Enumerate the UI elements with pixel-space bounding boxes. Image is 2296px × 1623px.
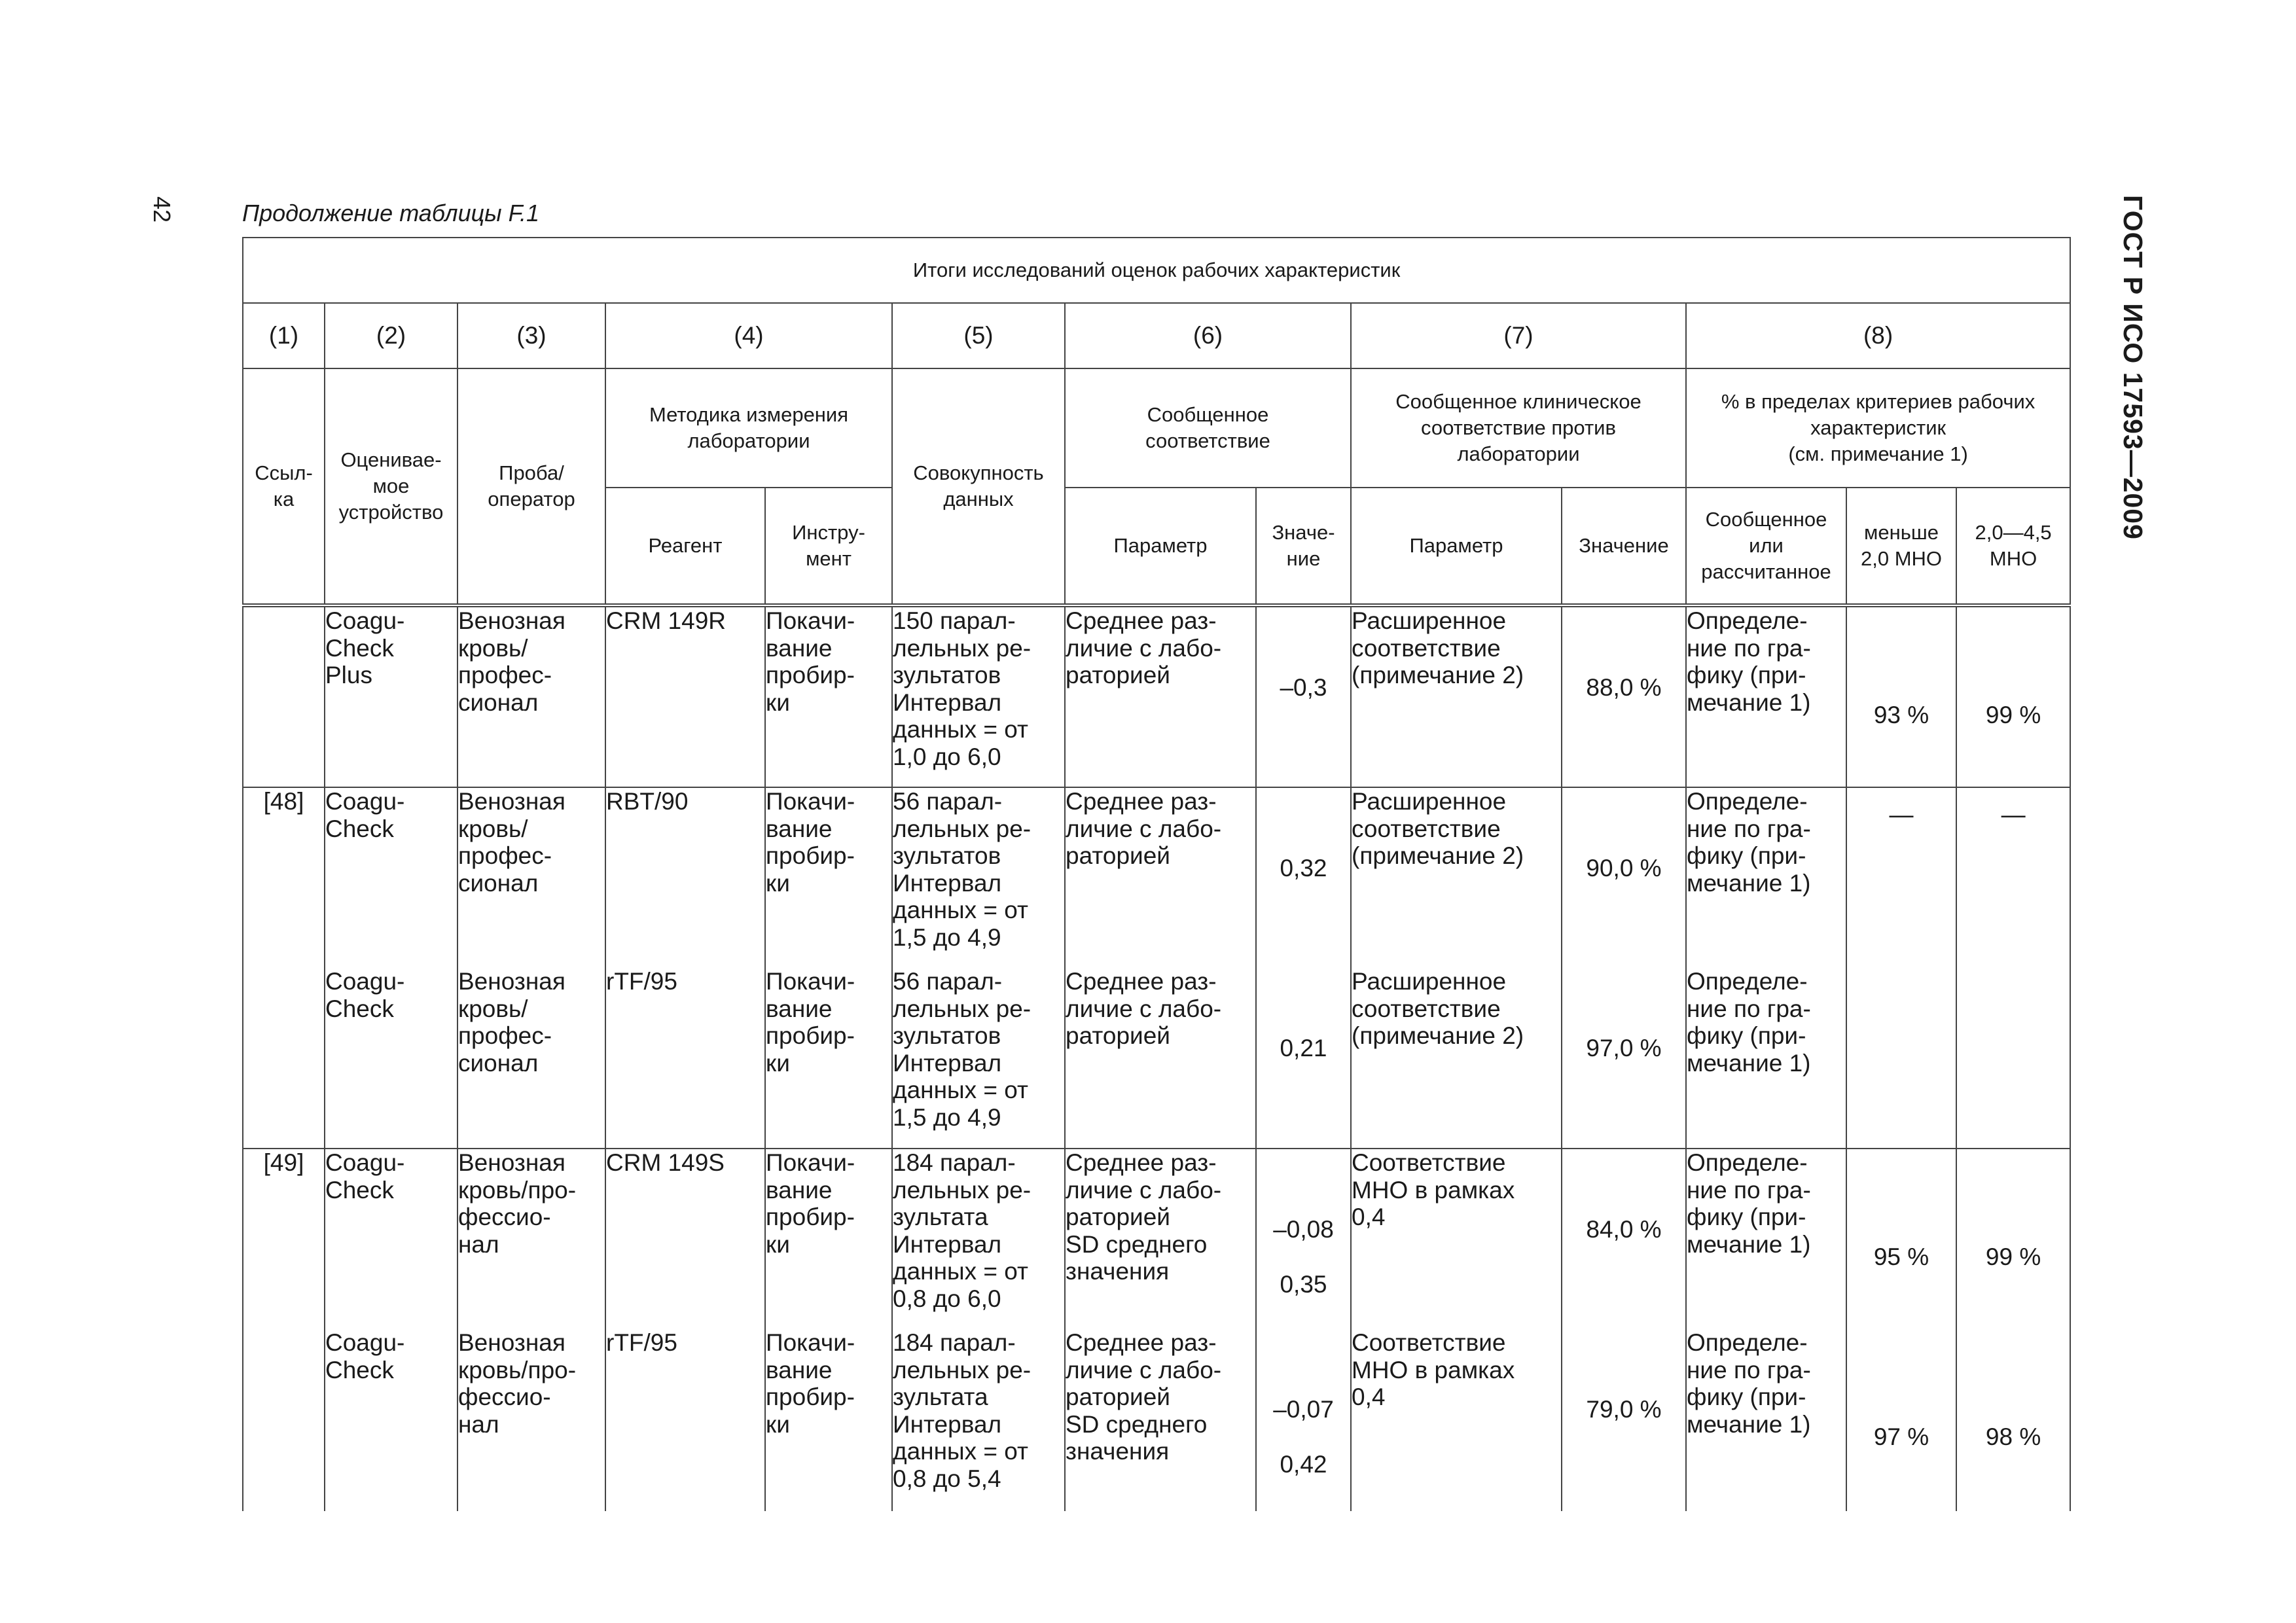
col-number: (5) [892,303,1065,368]
header-reagent: Реагент [605,488,765,605]
cell-clin-value [1562,1149,1686,1329]
col-number: (1) [243,303,325,368]
col-number: (7) [1351,303,1686,368]
header-ref: Ссыл- ка [243,368,325,605]
header-calc: Сообщенное или рассчитанное [1686,488,1846,605]
header-reported: Сообщенное соответствие [1065,368,1351,488]
col-number: (4) [605,303,892,368]
cell-device: Coagu- Check [325,787,457,968]
clin-value: 88,0 % [1586,674,1662,701]
cell-data: 56 парал- лельных ре- зультатов Интервал данных = от 1,5 до 4,9 [892,787,1065,968]
cell-calc: Определе- ние по гра- фику (при- мечание 1) [1686,1149,1846,1329]
cell-param: Среднее раз- личие с лабо- раторией [1065,605,1256,787]
cell-clin-value [1562,1329,1686,1511]
header-value: Значение [1562,488,1686,605]
cell-reagent: CRM 149S [605,1149,765,1329]
cell-sample: Венозная кровь/ профес- сионал [457,605,605,787]
cell-clin-value [1562,605,1686,787]
clin-value: 84,0 % [1586,1216,1662,1243]
header-sample: Проба/ оператор [457,368,605,605]
cell-instrument: Покачи- вание пробир- ки [765,787,892,968]
cell-value [1256,1329,1351,1511]
cell-instrument: Покачи- вание пробир- ки [765,1149,892,1329]
value-main: –0,08 [1273,1216,1334,1243]
less2-value: — [1889,801,1914,828]
cell-value [1256,787,1351,968]
cell-sample: Венозная кровь/про- фессио- нал [457,1329,605,1511]
cell-ref: [48] [243,787,325,968]
cell-calc: Определе- ние по гра- фику (при- мечание 1) [1686,605,1846,787]
value-main: –0,07 [1273,1396,1334,1423]
results-table [242,237,2071,1511]
header-instrument: Инстру- мент [765,488,892,605]
cell-instrument: Покачи- вание пробир- ки [765,605,892,787]
table-row [243,787,2070,968]
cell-data: 184 парал- лельных ре- зультата Интервал данных = от 0,8 до 6,0 [892,1149,1065,1329]
range-value: 99 % [1985,702,2041,728]
cell-sample: Венозная кровь/про- фессио- нал [457,1149,605,1329]
cell-reagent: CRM 149R [605,605,765,787]
document-title: ГОСТ Р ИСО 17593—2009 [2118,195,2148,540]
cell-param: Среднее раз- личие с лабо- раторией [1065,787,1256,968]
cell-value [1256,968,1351,1149]
cell-ref [243,605,325,787]
clin-value: 90,0 % [1586,855,1662,882]
table-row [243,1149,2070,1329]
range-value: 99 % [1985,1243,2041,1270]
value-main: 0,21 [1280,1035,1327,1061]
value-sd: 0,35 [1280,1271,1327,1298]
cell-clin-value [1562,787,1686,968]
cell-device: Coagu- Check [325,1149,457,1329]
cell-range [1956,787,2070,968]
cell-data: 56 парал- лельных ре- зультатов Интервал данных = от 1,5 до 4,9 [892,968,1065,1149]
cell-clin-param: Соответствие МНО в рамках 0,4 [1351,1329,1562,1511]
table-caption: Продолжение таблицы F.1 [242,200,540,226]
header-clinical: Сообщенное клиническое соответствие против лаборатории [1351,368,1686,488]
less2-value: 93 % [1873,702,1929,728]
col-number: (3) [457,303,605,368]
value-main: 0,32 [1280,855,1327,882]
cell-sample: Венозная кровь/ профес- сионал [457,787,605,968]
cell-instrument: Покачи- вание пробир- ки [765,1329,892,1511]
range-value: — [2001,801,2026,828]
header-percent: % в пределах критериев рабочих характеристик (см. примечание 1) [1686,368,2070,488]
cell-calc: Определе- ние по гра- фику (при- мечание 1) [1686,968,1846,1149]
header-less2: меньше 2,0 МНО [1846,488,1956,605]
cell-ref [243,968,325,1149]
value-sd: 0,42 [1280,1451,1327,1478]
cell-data: 150 парал- лельных ре- зультатов Интервал данных = от 1,0 до 6,0 [892,605,1065,787]
cell-range [1956,1149,2070,1329]
cell-instrument: Покачи- вание пробир- ки [765,968,892,1149]
cell-reagent: RBT/90 [605,787,765,968]
cell-data: 184 парал- лельных ре- зультата Интервал данных = от 0,8 до 5,4 [892,1329,1065,1511]
cell-range [1956,605,2070,787]
cell-device: Coagu- Check [325,968,457,1149]
value-main: –0,3 [1280,674,1327,701]
cell-sample: Венозная кровь/ профес- сионал [457,968,605,1149]
cell-clin-param: Расширенное соответствие (примечание 2) [1351,787,1562,968]
cell-clin-param: Расширенное соответствие (примечание 2) [1351,605,1562,787]
cell-ref [243,1329,325,1511]
table-row [243,1329,2070,1511]
col-number: (2) [325,303,457,368]
cell-value [1256,605,1351,787]
range-value: 98 % [1985,1423,2041,1450]
cell-less2 [1846,968,1956,1149]
cell-less2 [1846,605,1956,787]
clin-value: 97,0 % [1586,1035,1662,1061]
col-number: (6) [1065,303,1351,368]
cell-device: Coagu- Check [325,1329,457,1511]
header-method: Методика измерения лаборатории [605,368,892,488]
cell-less2 [1846,787,1956,968]
cell-ref: [49] [243,1149,325,1329]
header-device: Оценивае- мое устройство [325,368,457,605]
header-value-short: Значе- ние [1256,488,1351,605]
less2-value: 97 % [1873,1423,1929,1450]
cell-device: Coagu- Check Plus [325,605,457,787]
cell-clin-param: Расширенное соответствие (примечание 2) [1351,968,1562,1149]
table-title: Итоги исследований оценок рабочих характеристик [243,238,2070,303]
cell-reagent: rTF/95 [605,968,765,1149]
header-param2: Параметр [1351,488,1562,605]
cell-clin-value [1562,968,1686,1149]
cell-reagent: rTF/95 [605,1329,765,1511]
header-data: Совокупность данных [892,368,1065,605]
col-number: (8) [1686,303,2070,368]
clin-value: 79,0 % [1586,1396,1662,1423]
cell-clin-param: Соответствие МНО в рамках 0,4 [1351,1149,1562,1329]
cell-less2 [1846,1329,1956,1511]
cell-param: Среднее раз- личие с лабо- раторией SD среднего значения [1065,1149,1256,1329]
cell-range [1956,968,2070,1149]
header-range: 2,0—4,5 МНО [1956,488,2070,605]
cell-range [1956,1329,2070,1511]
table-row [243,968,2070,1149]
cell-calc: Определе- ние по гра- фику (при- мечание 1) [1686,787,1846,968]
less2-value: 95 % [1873,1243,1929,1270]
page-number: 42 [149,196,175,223]
header-param: Параметр [1065,488,1256,605]
cell-calc: Определе- ние по гра- фику (при- мечание 1) [1686,1329,1846,1511]
cell-value [1256,1149,1351,1329]
table-row [243,605,2070,787]
cell-param: Среднее раз- личие с лабо- раторией [1065,968,1256,1149]
cell-param: Среднее раз- личие с лабо- раторией SD среднего значения [1065,1329,1256,1511]
cell-less2 [1846,1149,1956,1329]
